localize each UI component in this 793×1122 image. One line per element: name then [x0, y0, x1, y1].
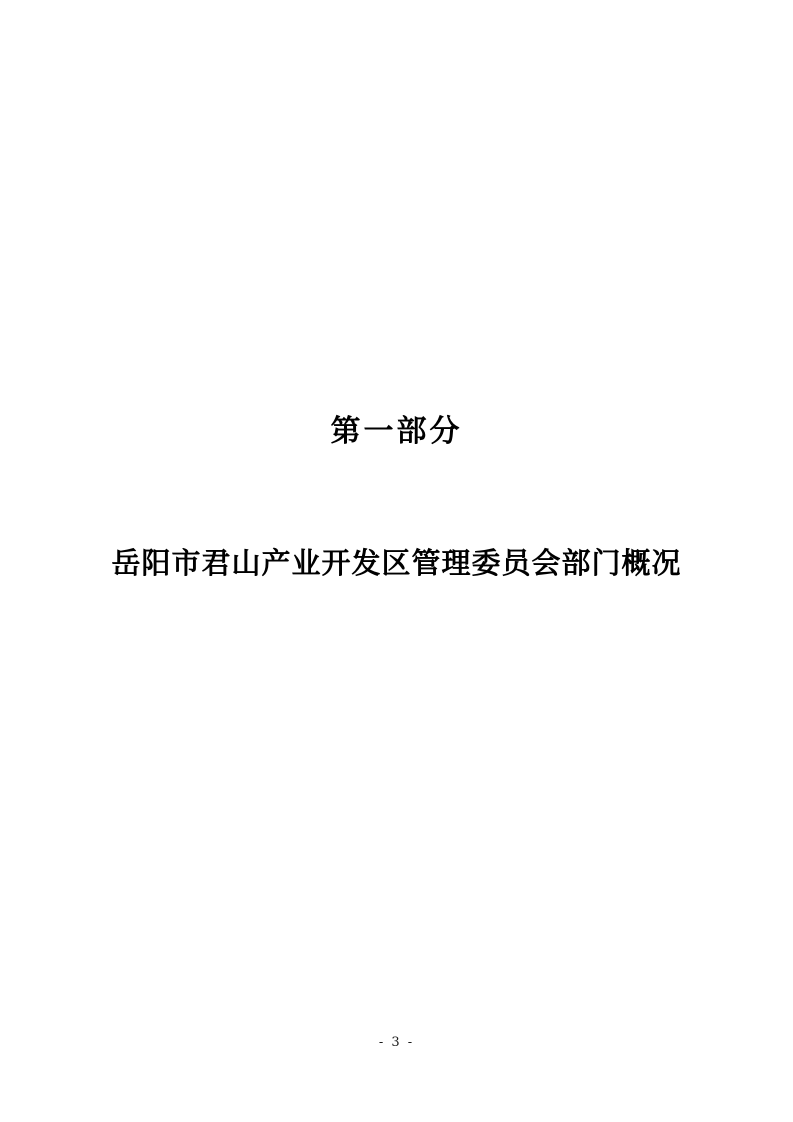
page-title: 岳阳市君山产业开发区管理委员会部门概况: [111, 546, 682, 580]
page-number-footer: - 3 -: [378, 1035, 415, 1050]
section-part-label: 第一部分: [330, 414, 463, 449]
